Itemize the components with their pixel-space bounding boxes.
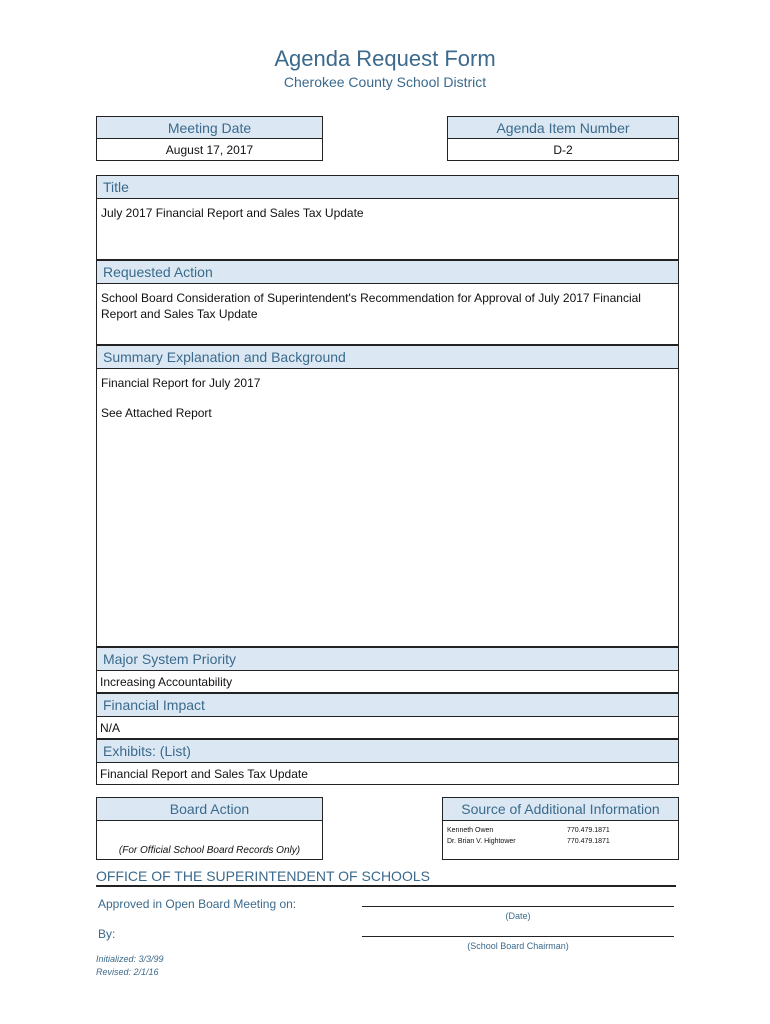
priority-label: Major System Priority	[96, 647, 679, 671]
board-action-note: (For Official School Board Records Only)	[118, 845, 301, 856]
summary-line-2: See Attached Report	[101, 406, 212, 420]
title-section-value: July 2017 Financial Report and Sales Tax Update	[96, 198, 679, 260]
requested-action-value: School Board Consideration of Superintendent's Recommendation for Approval of July 2017 Financial Report and Sales Tax Update	[96, 283, 679, 345]
contact-name-2: Dr. Brian V. Hightower	[447, 838, 516, 845]
contact-phone-2: 770.479.1871	[567, 838, 610, 845]
date-caption: (Date)	[505, 911, 531, 921]
summary-label: Summary Explanation and Background	[96, 345, 679, 369]
approved-label: Approved in Open Board Meeting on:	[98, 897, 297, 911]
contact-phone-1: 770.479.1871	[567, 827, 610, 834]
board-action-label: Board Action	[96, 797, 323, 821]
form-title: Agenda Request Form	[274, 46, 496, 71]
office-heading: OFFICE OF THE SUPERINTENDENT OF SCHOOLS	[96, 868, 430, 884]
summary-value	[96, 368, 679, 647]
financial-impact-label: Financial Impact	[96, 693, 679, 717]
agenda-item-value: D-2	[447, 138, 679, 161]
chairman-caption: (School Board Chairman)	[467, 941, 569, 951]
initialized-note: Initialized: 3/3/99	[96, 954, 164, 964]
exhibits-label: Exhibits: (List)	[96, 739, 679, 763]
summary-line-1: Financial Report for July 2017	[101, 376, 261, 390]
meeting-date-value: August 17, 2017	[96, 138, 323, 161]
agenda-item-label: Agenda Item Number	[447, 116, 679, 139]
contact-name-1: Kenneth Owen	[447, 827, 494, 834]
exhibits-value: Financial Report and Sales Tax Update	[96, 762, 679, 785]
source-info-box	[442, 820, 679, 860]
office-divider	[96, 885, 676, 887]
district-name: Cherokee County School District	[283, 74, 487, 90]
financial-impact-value: N/A	[96, 716, 679, 739]
by-label: By:	[98, 927, 116, 941]
board-action-box	[96, 820, 323, 860]
source-info-label: Source of Additional Information	[442, 797, 679, 821]
date-signature-line	[362, 906, 674, 907]
chairman-signature-line	[362, 936, 674, 937]
priority-value: Increasing Accountability	[96, 670, 679, 693]
requested-action-label: Requested Action	[96, 260, 679, 284]
revised-note: Revised: 2/1/16	[96, 967, 159, 977]
meeting-date-label: Meeting Date	[96, 116, 323, 139]
title-section-label: Title	[96, 175, 679, 199]
